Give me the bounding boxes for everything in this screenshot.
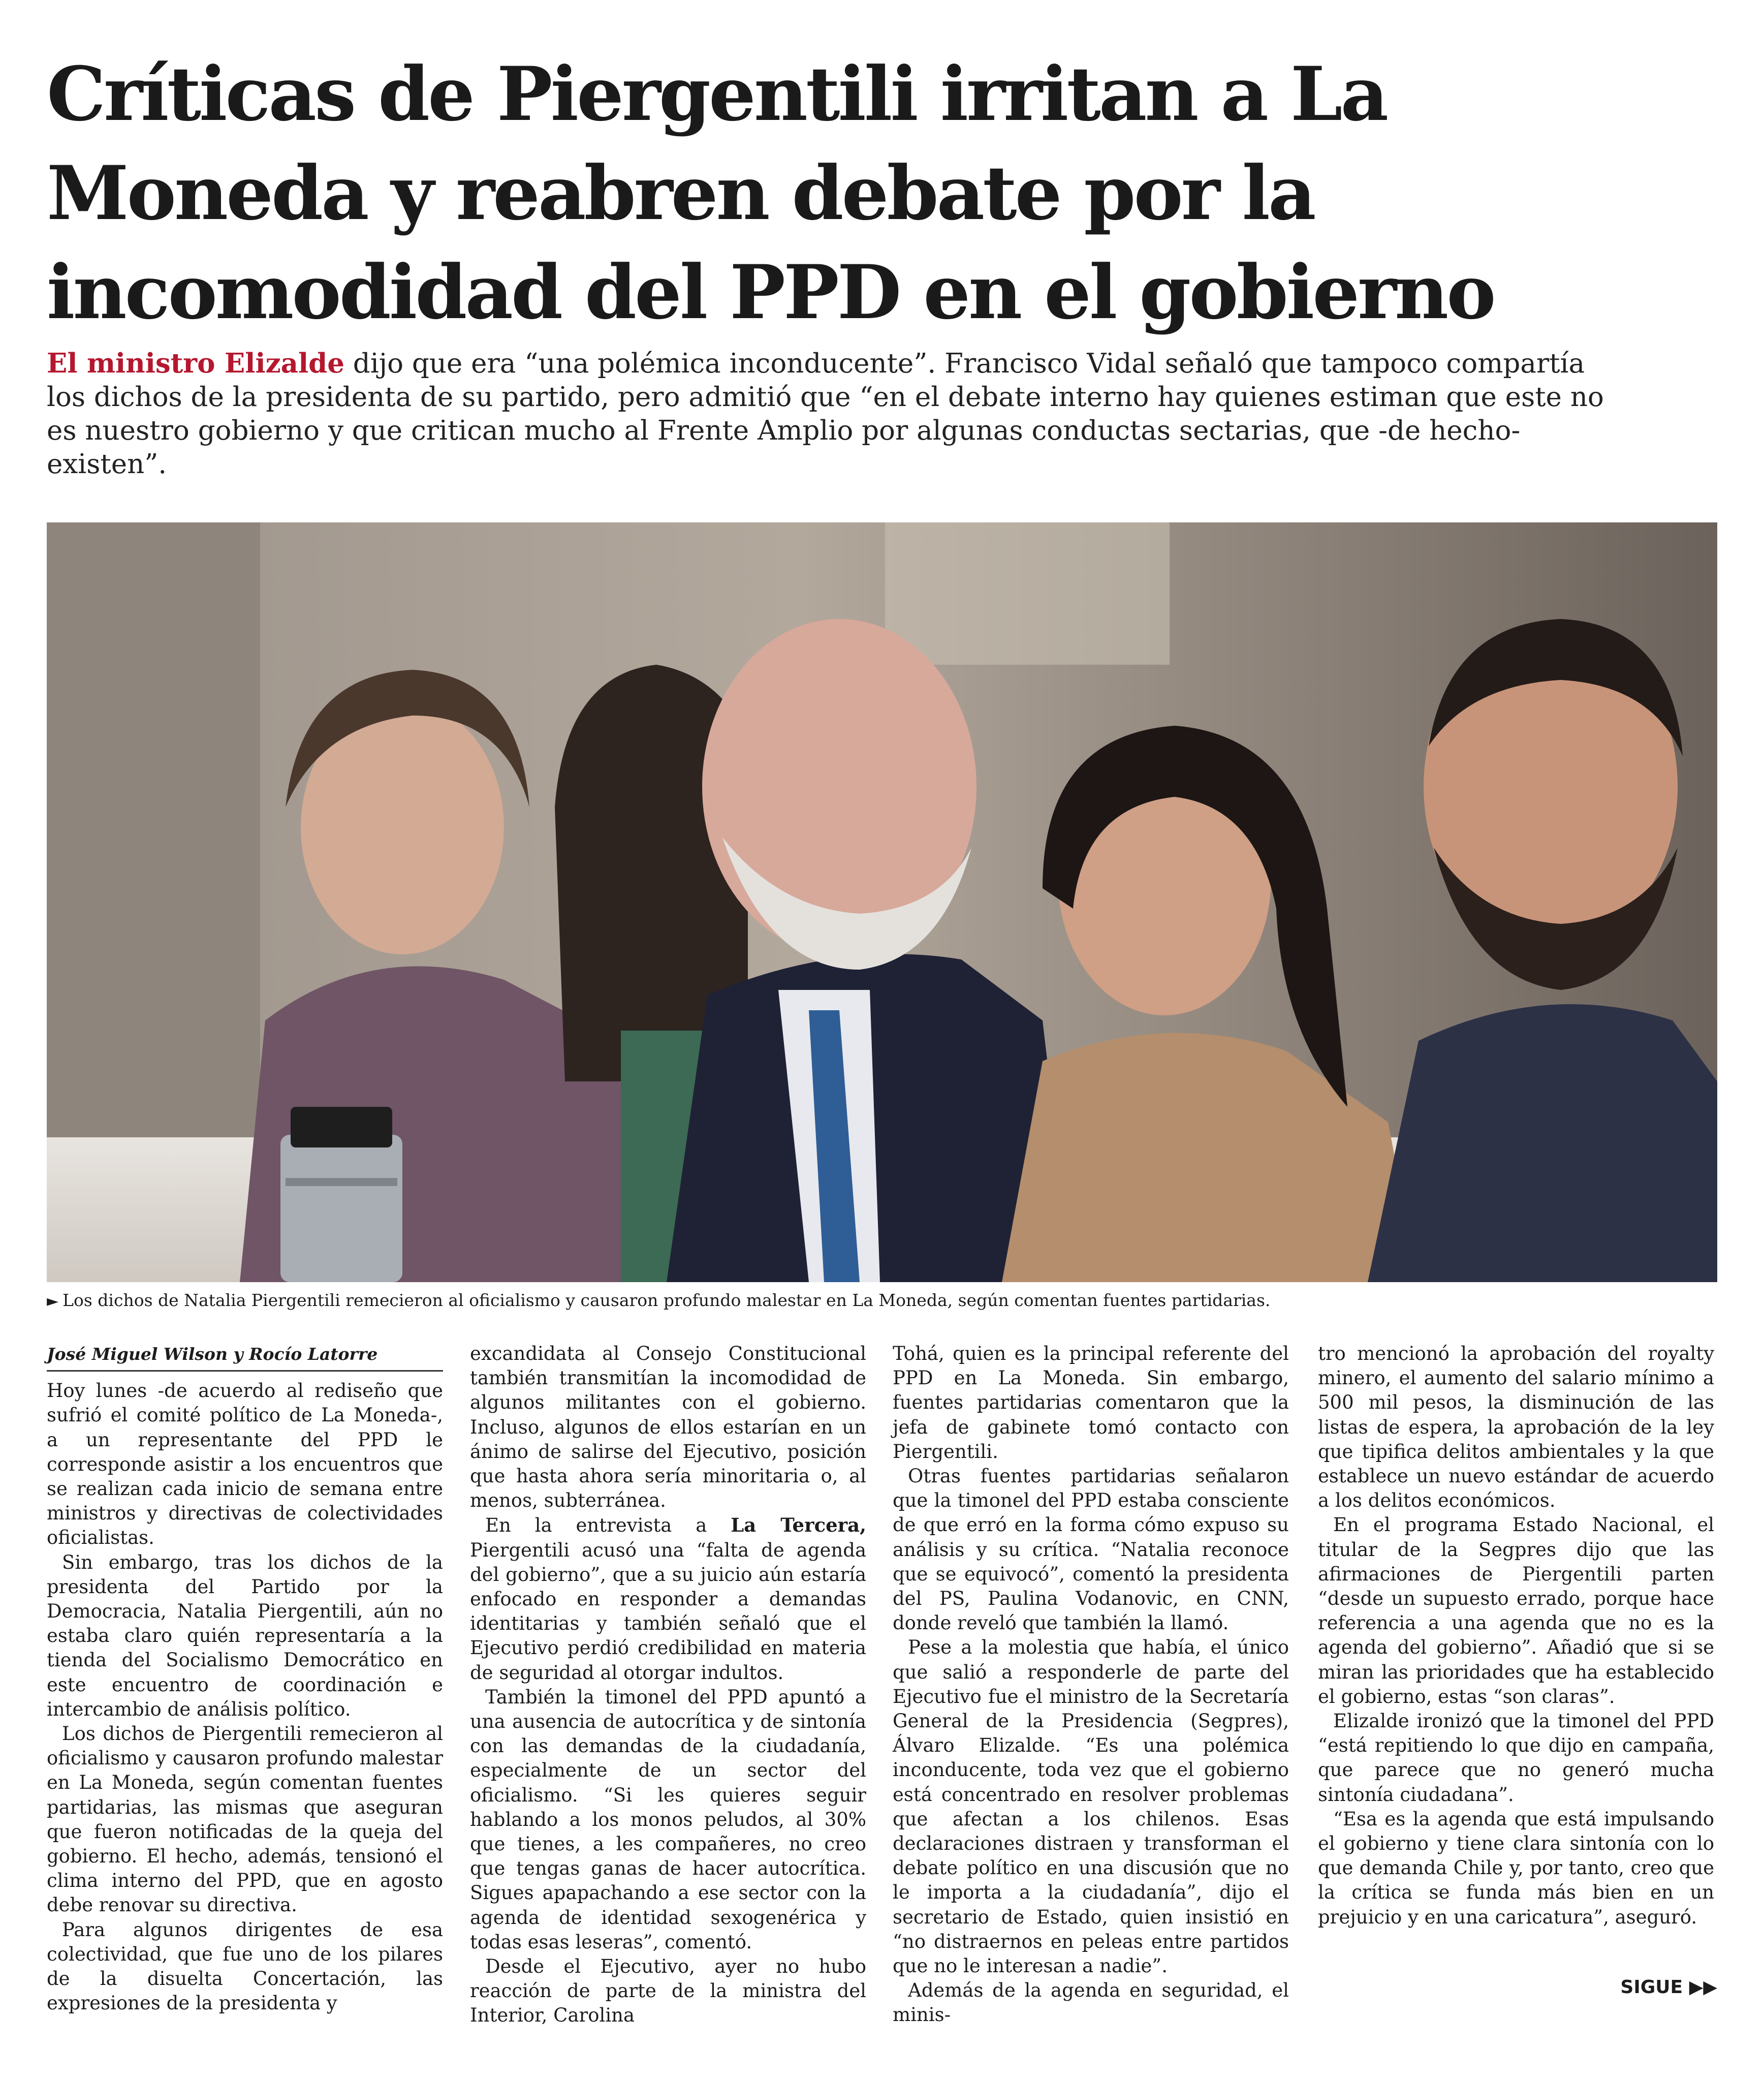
paragraph: Desde el Ejecutivo, ayer no hubo reacción de parte de la ministra del Interior, Carolina <box>470 1955 866 2027</box>
article-photo <box>47 522 1717 1282</box>
paragraph: “Esa es la agenda que está impulsando el gobierno y tiene clara sintonía con lo que demanda Chile y, por tanto, creo que la crítica se funda más bien en un prejuicio y en una caricatura”, aseguró. <box>1318 1808 1714 1928</box>
lead-highlight: El ministro Elizalde <box>47 348 344 379</box>
caption-text: Los dichos de Natalia Piergentili remecieron al oficialismo y causaron profundo malestar en La Moneda, según comentan fuentes partidarias. <box>62 1290 1271 1310</box>
lead-text: dijo que era “una polémica inconducente”. Francisco Vidal señaló que tampoco compartía los dichos de la presidenta de su partido, pero admitió que “en el debate interno hay quienes estiman que este no es nuestro gobierno y que critican mucho al Frente Amplio por algunas conductas sectarias, que -de hecho- existen”. <box>47 348 1604 480</box>
headline: Críticas de Piergentili irritan a La Moneda y reabren debate por la incomodidad del PPD en el gobierno <box>47 51 1494 336</box>
paragraph: Pese a la molestia que había, el único que salió a responderle de parte del Ejecutivo fue el ministro de la Secretaría General de la Presidencia (Segpres), Álvaro Elizalde. “Es una polémica inconducente, toda vez que el gobierno está concentrado en resolver problemas que afectan a los chilenos. Esas declaraciones distraen y transforman el debate político en una discusión que no le importa a la ciudadanía”, dijo el secretario de Estado, quien insistió en “no distraernos en peleas entre partidos que no le interesan a nadie”. <box>893 1636 1289 1977</box>
paragraph <box>470 1513 866 1685</box>
column-4 <box>1318 1342 1714 1930</box>
paragraph: Sin embargo, tras los dichos de la presidenta del Partido por la Democracia, Natalia Piergentili, aún no estaba claro quién representaría a la tienda del Socialismo Democrático en este encuentro de coordinación e intercambio de análisis político. <box>47 1551 443 1720</box>
paragraph: Hoy lunes -de acuerdo al rediseño que sufrió el comité político de La Moneda-, a un representante del PPD le corresponde asistir a los encuentros que se realizan cada inicio de semana entre ministros y directivas de colectividades oficialistas. <box>47 1380 443 1549</box>
paragraph: Tohá, quien es la principal referente del PPD en La Moneda. Sin embargo, fuentes partidarias comentaron que la jefa de gabinete tomó contacto con Piergentili. <box>893 1343 1289 1463</box>
lead-paragraph <box>47 347 1612 481</box>
paragraph: En el programa Estado Nacional, el titular de la Segpres dijo que las afirmaciones de Piergentili parten “desde un supuesto errado, porque hace referencia a una agenda que no es la agenda del gobierno”. Añadió que si se miran las prioridades que ha establecido el gobierno, estas “son claras”. <box>1318 1514 1714 1707</box>
photo-illustration <box>47 522 1717 1282</box>
column-3 <box>893 1342 1289 2028</box>
column-2 <box>470 1342 866 2028</box>
byline-block <box>47 1342 443 1372</box>
paragraph: Además de la agenda en seguridad, el minis- <box>893 1979 1289 2026</box>
continue-marker: SIGUE ▶▶ <box>1620 1977 1717 1998</box>
caption-arrow-icon: ► <box>47 1292 59 1310</box>
paragraph-text: Piergentili acusó una “falta de agenda del gobierno”, que a su juicio aún estaría enfocado en responder a demandas identitarias y también señaló que el Ejecutivo perdió credibilidad en materia de seguridad al otorgar indultos. <box>470 1539 866 1684</box>
photo-caption <box>47 1290 1717 1312</box>
paragraph: Los dichos de Piergentili remecieron al oficialismo y causaron profundo malestar en La Moneda, según comentan fuentes partidarias, las mismas que aseguran que fueron notificadas de la queja del gobierno. El hecho, además, tensionó el clima interno del PPD, que en agosto debe renovar su directiva. <box>47 1723 443 1916</box>
newspaper-name: La Tercera, <box>731 1514 866 1537</box>
paragraph: Otras fuentes partidarias señalaron que la timonel del PPD estaba consciente de que erró en la forma cómo expuso su análisis y su crítica. “Natalia reconoce que se equivocó”, comentó la presidenta del PS, Paulina Vodanovic, en CNN, donde reveló que también la llamó. <box>893 1465 1289 1634</box>
column-1 <box>47 1342 443 2015</box>
byline: José Miguel Wilson y Rocío Latorre <box>47 1344 378 1364</box>
paragraph: Para algunos dirigentes de esa colectividad, que fue uno de los pilares de la disuelta Concertación, las expresiones de la presidenta y <box>47 1918 443 2014</box>
paragraph: tro mencionó la aprobación del royalty minero, el aumento del salario mínimo a 500 mil pesos, la disminución de las listas de espera, la aprobación de la ley que tipifica delitos ambientales y la que establece un nuevo estándar de acuerdo a los delitos económicos. <box>1318 1343 1714 1512</box>
paragraph: excandidata al Consejo Constitucional también transmitían la incomodidad de algunos militantes con el gobierno. Incluso, algunos de ellos estarían en un ánimo de salirse del Ejecutivo, posición que hasta ahora sería minoritaria o, al menos, subterránea. <box>470 1343 866 1512</box>
paragraph: Elizalde ironizó que la timonel del PPD “está repitiendo lo que dijo en campaña, que parece que no generó mucha sintonía ciudadana”. <box>1318 1710 1714 1806</box>
paragraph: También la timonel del PPD apuntó a una ausencia de autocrítica y de sintonía con las demandas de la ciudadanía, especialmente de un sector del oficialismo. “Si les quieres seguir hablando a los monos peludos, al 30% que tienes, a les compañeres, no creo que tengas ganas de hacer autocrítica. Sigues apapachando a ese sector con la agenda de identidad sexogenérica y todas esas leseras”, comentó. <box>470 1686 866 1953</box>
paragraph-text: En la entrevista a <box>485 1514 731 1537</box>
